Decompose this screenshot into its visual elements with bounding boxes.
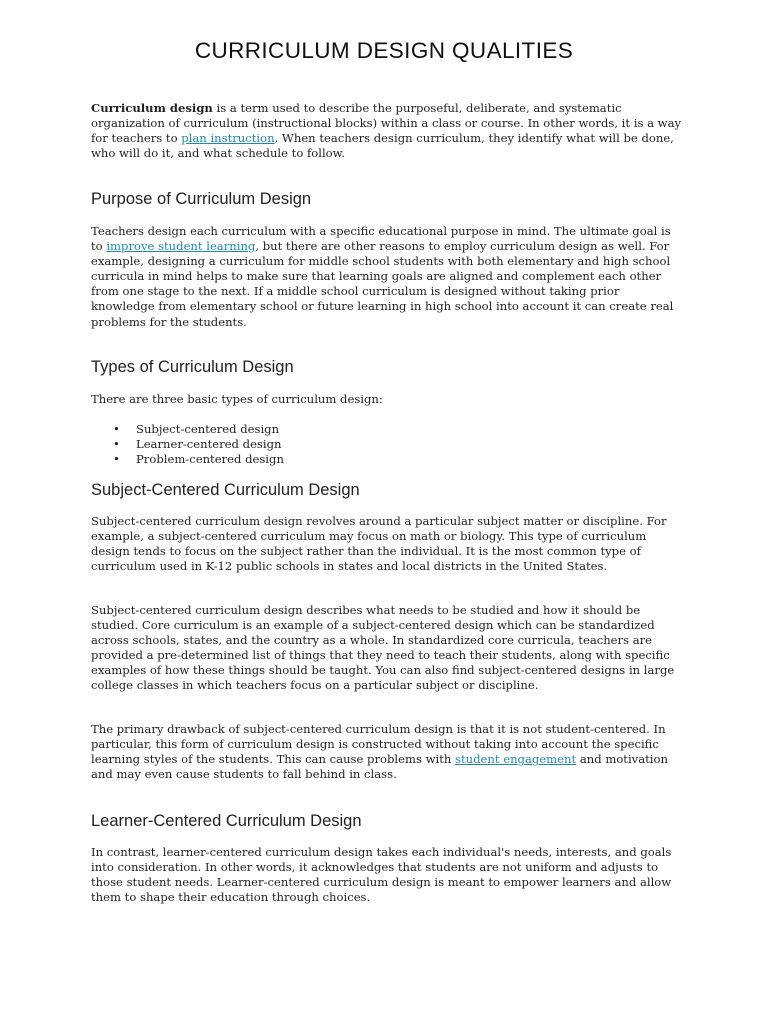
list-item (91, 452, 284, 467)
list-item (91, 422, 284, 437)
list-item-label: Learner-centered design (136, 437, 282, 452)
subject-paragraph-1: Subject-centered curriculum design revolves around a particular subject matter or discipline. For example, a subject-centered curriculum may focus on math or biology. This type of curriculum design tends to focus on the subject rather than the individual. It is the most common type of curriculum used in K-12 public schools in states and local districts in the United States. (91, 514, 667, 574)
student-engagement-link[interactable]: student engagement (455, 752, 577, 767)
purpose-text-1: Teachers design each curriculum with a specific educational purpose in mind. The ultimate goal is to (91, 224, 671, 254)
heading-learner: Learner-Centered Curriculum Design (91, 812, 362, 830)
list-item (91, 437, 284, 452)
heading-purpose: Purpose of Curriculum Design (91, 190, 312, 208)
subject-p3-text-2: and motivation and may even cause students to fall behind in class. (91, 752, 668, 782)
plan-instruction-link[interactable]: plan instruction (181, 131, 275, 146)
heading-types: Types of Curriculum Design (91, 358, 294, 376)
subject-paragraph-2: Subject-centered curriculum design describes what needs to be studied and how it should be studied. Core curriculum is an example of a subject-centered design which can be standardized across schools, states, and the country as a whole. In standardized core curricula, teachers are provided a pre-determined list of things that they need to teach their students, along with specific examples of how these things should be taught. You can also find subject-centered designs in large college classes in which teachers focus on a particular subject or discipline. (91, 603, 675, 693)
types-list (91, 422, 284, 467)
bullet-icon: • (113, 422, 120, 436)
bullet-icon: • (113, 437, 120, 452)
intro-text-1: is a term used to describe the purposeful, deliberate, and systematic organization of curriculum (instructional blocks) within a class or course. In other words, it is a way for teachers to (91, 101, 682, 146)
purpose-text-2: , but there are other reasons to employ curriculum design as well. For example, designing a curriculum for middle school students with both elementary and high school curricula in mind helps to make sure that learning goals are aligned and complement each other from one stage to the next. If a middle school curriculum is designed without taking prior knowledge from elementary school or future learning in high school into account it can create real problems for the students. (91, 239, 674, 329)
list-item-label: Problem-centered design (136, 452, 284, 467)
subject-p3-text-1: The primary drawback of subject-centered curriculum design is that it is not student-centered. In particular, this form of curriculum design is constructed without taking into account the specific learning styles of the students. This can cause problems with (91, 722, 666, 767)
improve-learning-link[interactable]: improve student learning (106, 239, 256, 254)
heading-subject: Subject-Centered Curriculum Design (91, 481, 360, 499)
page-title: CURRICULUM DESIGN QUALITIES (194, 38, 574, 63)
learner-paragraph-1: In contrast, learner-centered curriculum design takes each individual's needs, interests, and goals into consideration. In other words, it acknowledges that students are not uniform and adjusts to those student needs. Learner-centered curriculum design is meant to empower learners and allow them to shape their education through choices. (91, 845, 672, 905)
term-bold: Curriculum design (91, 101, 213, 115)
intro-text-2: . When teachers design curriculum, they identify what will be done, who will do it, and what schedule to follow. (91, 131, 674, 161)
intro-paragraph (91, 101, 683, 161)
purpose-paragraph (91, 224, 683, 330)
bullet-icon: • (113, 452, 120, 467)
list-item-label: Subject-centered design (136, 422, 280, 436)
types-intro: There are three basic types of curriculum design: (91, 392, 383, 406)
subject-paragraph-3 (91, 722, 683, 782)
